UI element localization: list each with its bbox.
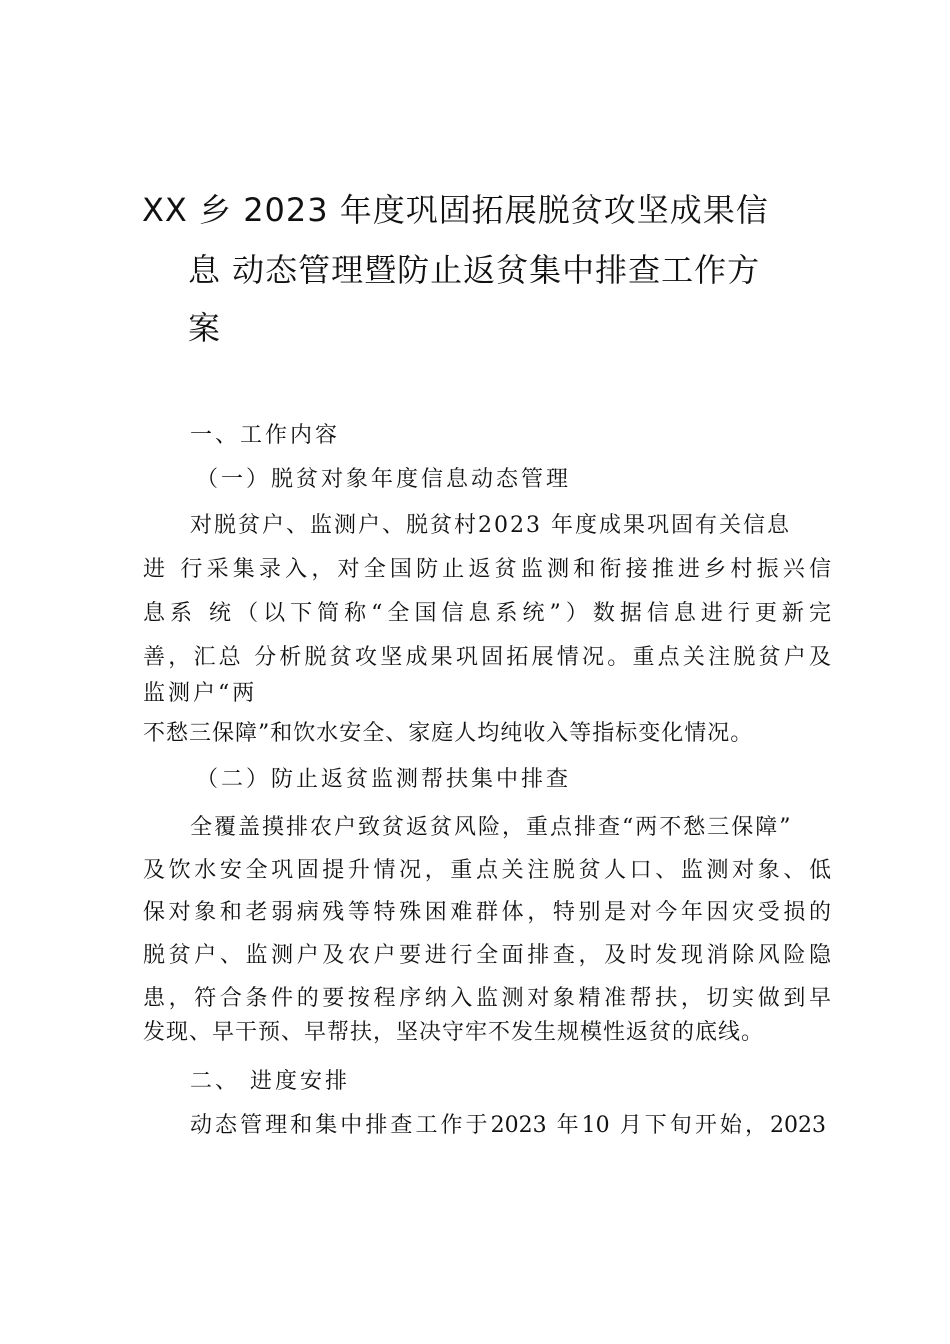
subsection-heading-2: （二）防止返贫监测帮扶集中排查 [196, 767, 572, 792]
paragraph-2-line-3: 保对象和老弱病残等特殊困难群体，特别是对今年因灾受损的 [143, 900, 831, 925]
paragraph-2-line-4: 脱贫户、监测户及农户要进行全面排查，及时发现消除风险隐 [143, 943, 831, 968]
paragraph-1-line-5: 监测户“两 [143, 681, 258, 706]
paragraph-1-line-6: 不愁三保障”和饮水安全、家庭人均纯收入等指标变化情况。 [143, 721, 754, 746]
paragraph-2-line-1: 全覆盖摸排农户致贫返贫风险，重点排查“两不愁三保障” [190, 815, 793, 840]
paragraph-1-line-4: 善，汇总 分析脱贫攻坚成果巩固拓展情况。重点关注脱贫户及 [143, 645, 831, 670]
document-title-line-3: 案 [188, 309, 222, 347]
paragraph-2-line-2: 及饮水安全巩固提升情况，重点关注脱贫人口、监测对象、低 [143, 858, 831, 883]
paragraph-3-line-1: 动态管理和集中排查工作于2023 年10 月下旬开始，2023 [190, 1113, 826, 1138]
section-heading-work-content: 一、工作内容 [190, 423, 341, 448]
paragraph-1-line-1: 对脱贫户、监测户、脱贫村2023 年度成果巩固有关信息 [190, 513, 791, 538]
document-title-line-1: XX 乡 2023 年度巩固拓展脱贫攻坚成果信 [142, 191, 769, 229]
paragraph-2-line-6: 发现、早干预、早帮扶，坚决守牢不发生规模性返贫的底线。 [143, 1020, 765, 1045]
document-title-line-2: 息 动态管理暨防止返贫集中排查工作方 [188, 251, 761, 289]
paragraph-2-line-5: 患，符合条件的要按程序纳入监测对象精准帮扶，切实做到早 [143, 986, 831, 1011]
subsection-heading-1: （一）脱贫对象年度信息动态管理 [196, 467, 572, 492]
paragraph-1-line-2: 进 行采集录入，对全国防止返贫监测和衔接推进乡村振兴信 [143, 557, 831, 582]
paragraph-1-line-3: 息系 统（以下简称“全国信息系统”）数据信息进行更新完 [143, 601, 831, 626]
section-heading-schedule: 二、 进度安排 [190, 1069, 350, 1094]
